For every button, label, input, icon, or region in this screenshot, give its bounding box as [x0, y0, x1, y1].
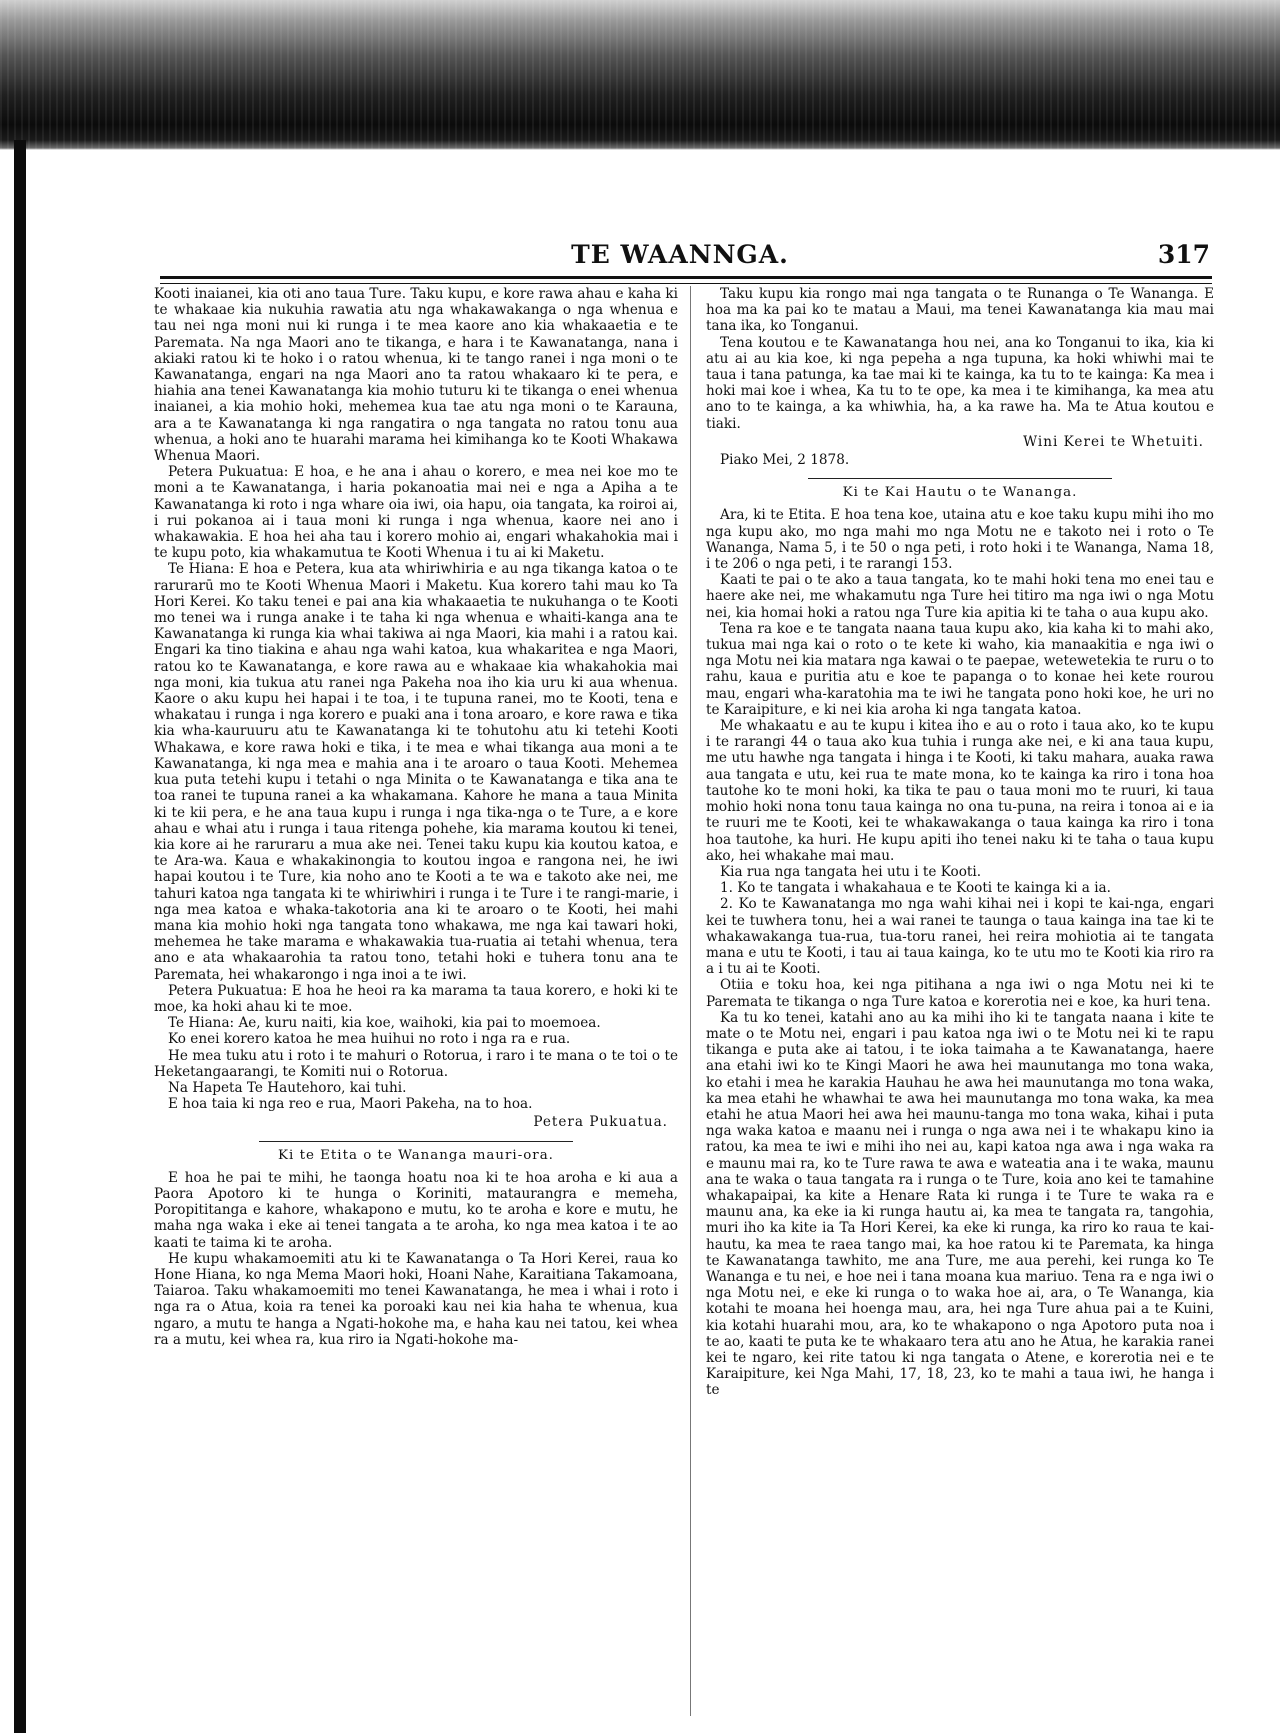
list-item: 1. Ko te tangata i whakahaua e te Kooti te kainga ki a ia. [720, 880, 1111, 897]
article-paragraph: Petera Pukuatua: E hoa he heoi ra ka marama ta taua korero, e hoki ki te moe, ka hoki ahau ki te moe. [154, 982, 678, 1015]
article-paragraph: Na Hapeta Te Hautehoro, kai tuhi. [168, 1079, 407, 1096]
header-rule [160, 276, 1212, 284]
section-heading: Ki te Kai Hautu o te Wananga. [842, 485, 1078, 501]
dateline: Piako Mei, 2 1878. [720, 452, 850, 469]
article-paragraph: Ka tu ko tenei, katahi ano au ka mihi iho ki te tangata naana i kite te mate o te Motu nei, engari i pau katoa nga iwi o te Motu nei ki te rapu tikanga e puta ake ai tatou, i te ioka taimaha a te Kawanatanga, haere ana etahi iwi ko te Kingi Maori he awa hei maunutanga mo tona waka, ko etahi i mea he karakia Hauhau he awa hei maunutanga mo tona waka, ka mea etahi he whawhai te awa hei maunutanga mo tona waka, ka mea etahi he atua Maori hei awa hei maunu-tanga mo tona waka, kihai i puta nga waka katoa e maanu nei i runga o nga awa nei i te whakapu kino ia ratou, ka mea te iwi e mihi iho nei au, kapi katoa nga awa i nga waka ra e maunu mai ra, ko te Ture rawa te awa e wateatia ana i te waka, maunu ana te waka o taua tangata ra i runga o te Ture, koia ano kei te tamahine whakapaipai, ka kite a Henare Rata ki runga i te Ture te waka ra e maunu ana, ka eke ia ki runga hautu ai, ka mea te tangata ra, tangohia, muri iho ka kite ia Ta Hori Kerei, ka eke ki runga, ka riro ko raua te kai-hautu, ka mea te raea tango mai, ka hoe ratou ki te Paremata, ka hinga te Kawanatanga tawhito, me ana Ture, me aua perehi, kei runga ko Te Wananga e tu nei, e hoe nei i tana moana kua mariuo. Tena ra e nga iwi o nga Motu nei, e eke ki runga o to waka hoe ai, ara, o Te Wananga, kia kotahi te moana hei hoenga mau, ara, hei nga Ture ahua pai a te Kuini, kia kotahi huarahi mou, ara, ko te whakapono o nga Apotoro puta noa i te ao, kaati te puta ke te whakaaro tera atu ano he Atua, he karakia ranei kei te ngaro, kei rite tatou ki nga tangata o Atene, e korerotia nei e te Karaipiture, kei Nga Mahi, 17, 18, 23, ko te mahi a taua iwi, he hanga i te [706, 1009, 1214, 1399]
publication-title: TE WAANNGA. [571, 240, 789, 269]
article-paragraph: Kooti inaianei, kia oti ano taua Ture. Taku kupu, e kore rawa ahau e kaha ki te whakaae kia nukuhia rawatia atu nga whakawakanga o nga whenua e tau nei nga moni nui ki runga i te mea kaore ano kia whakaaetia e te Paremata. Na nga Maori ano te tikanga, e hara i te Kawanatanga, nana i akiaki ratou ki te hoko i o ratou whenua, ki te tango ranei i nga moni o te Kawanatanga, engari na nga Maori ano ta ratou whakaaro ki te pera, e hiahia ana tenei Kawanatanga kia mohio tuturu ki te tikanga o enei whenua inaianei, a kia mohio hoki, mehemea kua tae atu nga moni o te Karauna, ara a te Kawanatanga ki nga rangatira o nga tangata no ratou tonu aua whenua, a hoki ano te huarahi marama hei kimihanga ko te Kooti Whakawa Whenua Maori. [154, 286, 678, 465]
article-paragraph: He kupu whakamoemiti atu ki te Kawanatanga o Ta Hori Kerei, raua ko Hone Hiana, ko nga Mema Maori hoki, Hoani Nahe, Karaitiana Takamoana, Taiaroa. Taku whakamoemiti mo tenei Kawanatanga, he mea i whai i roto i nga ra o Atua, koia ra tenei ka poroaki kau nei kia haha te whenua, kua ngaro, a mutu te hanga a Ngati-hokohe ma, e haha kau nei tatou, kei whea ra a mutu, kei whea ra, kua riro ia Ngati-hokohe ma- [154, 1250, 678, 1348]
article-paragraph: Me whakaatu e au te kupu i kitea iho e au o roto i taua ako, ko te kupu i te rarangi 44 o taua ako kua tuhia i runga ake nei, e ki ana taua kupu, me utu hawhe nga tangata i hinga i te Kooti, ki taku mahara, auaka rawa aua tangata e utu, kei rua te mate mona, ko te kainga ka riro i tona hoa tautohe ko te moni hoki, ka tika te pau o taua moni mo te ruuri, ki taua mohio hoki nona tonu taua kainga no ona tu-puna, na reira i tonoa ai e ia te ruuri me te Kooti, kei te whakawakanga o taua kainga ka riro i tona hoa tautohe, ka huri. He kupu apiti iho tenei naku ki te taha o taua kupu ako, hei whakahe mai mau. [706, 718, 1214, 864]
article-paragraph: Taku kupu kia rongo mai nga tangata o te Runanga o Te Wananga. E hoa ma ka pai ko te matau a Maui, ma tenei Kawanatanga kia mau mai tana ika, ko Tonganui. [706, 286, 1214, 335]
letter-signature: Wini Kerei te Whetuiti. [1023, 433, 1204, 450]
page-header [150, 240, 1210, 276]
section-rule [259, 1141, 573, 1142]
article-paragraph: He mea tuku atu i roto i te mahuri o Rotorua, i raro i te mana o te toi o te Heketangaarangi, te Komiti nui o Rotorua. [154, 1047, 678, 1080]
scanned-page-edge [0, 0, 1280, 150]
right-column [706, 286, 1214, 1399]
numbered-list [706, 880, 1214, 977]
section-heading: Ki te Etita o te Wananga mauri-ora. [278, 1147, 554, 1163]
article-paragraph: Ara, ki te Etita. E hoa tena koe, utaina atu e koe taku kupu mihi iho mo nga kupu ako, mo nga mahi mo nga Motu ne e takoto nei i roto o Te Wananga, Nama 5, i te 50 o nga peti, i roto hoki i te Wananga, Nama 18, i te 206 o nga peti, i te rarangi 153. [706, 507, 1214, 573]
letter-signature: Petera Pukuatua. [533, 1114, 668, 1131]
article-paragraph: Otiia e toku hoa, kei nga pitihana a nga iwi o nga Motu nei ki te Paremata te tikanga o nga Ture katoa e korerotia nei e koe, ka huri tena. [706, 977, 1214, 1010]
column-divider [690, 286, 691, 1716]
list-item: 2. Ko te Kawanatanga mo nga wahi kihai nei i kopi te kai-nga, engari kei te tuwhera tonu, hei a wai ranei te taunga o taua kainga ina tae ki te whakawakanga tua-rua, tua-toru ranei, hei reira mohiotia ai te tangata mana e utu te Kooti, i tau ai taua kainga, ko te utu mo te Kooti kia riro ra a i tu ai te Kooti. [706, 896, 1214, 978]
article-paragraph: Te Hiana: Ae, kuru naiti, kia koe, waihoki, kia pai to moemoea. [168, 1015, 601, 1032]
article-paragraph: Tena koutou e te Kawanatanga hou nei, ana ko Tonganui to ika, kia ki atu ai au kia koe, ki nga pepeha a nga tupuna, ka hoki whiwhi mai te taua i tana patunga, ka tae mai ki te kainga, ka tu to te kainga: Ka mea i hoki mai koe i whea, Ka tu to te ope, ka mea i te kimihanga, ka mea atu ano to te kainga, a ka whiwhia, ha, a ka rawe ha. Ma te Atua koutou e tiaki. [706, 334, 1214, 432]
article-paragraph: Ko enei korero katoa he mea huihui no roto i nga ra e rua. [168, 1031, 571, 1048]
article-paragraph: Kia rua nga tangata hei utu i te Kooti. [720, 863, 982, 880]
article-paragraph: Tena ra koe e te tangata naana taua kupu ako, kia kaha ki to mahi ako, tukua mai nga kai o roto o te kete ki waho, kia manaakitia e nga iwi o nga Motu nei kia matara nga kawai o te paepae, wetewetekia te ruru o to rahu, kaua e puritia atu e koe te papanga o to konae hei kete rourou mau, engari wha-karatohia ma te iwi he tangata pono hoki koe, he uri no te Karaipiture, e ki nei kia aroha ki nga tangata katoa. [706, 620, 1214, 718]
scanned-binding-edge [14, 140, 26, 1733]
article-paragraph: Kaati te pai o te ako a taua tangata, ko te mahi hoki tena mo enei tau e haere ake nei, me whakamutu nga Ture hei titiro ma nga iwi o nga Motu nei, kia homai hoki a ratou nga Ture kia apitia ki te taha o aua kupu ako. [706, 572, 1214, 621]
article-paragraph: Te Hiana: E hoa e Petera, kua ata whiriwhiria e au nga tikanga katoa o te rarurarū mo te Kooti Whenua Maori i Maketu. Kua korero tahi mau ko Ta Hori Kerei. Ko taku tenei e pai ana kia whakaaetia te nukuhanga o te Kooti mo tenei wa i runga anake i te taha ki nga whenua e whaiti-kanga ana te Kawanatanga ki runga kia whai takiwa ai nga Maori, kia mahi i a ratou kai. Engari ka tino tiakina e ahau nga wahi katoa, kua whakaritea e nga Maori, ratou ko te Kawanatanga, e kore rawa au e whakaae kia whakahokia mai nga moni, kia tukua atu ranei nga Pakeha noa iho kia uru ki aua whenua. Kaore o aku kupu hei hapai i te toa, i te tupuna ranei, mo te Kooti, tena e whakatau i runga i nga korero e puaki ana i tona aroaro, e kore rawa e tika kia wha-kauruuru atu te Kawanatanga ki te tohutohu atu ki tetehi Kooti Whakawa, e kore rawa hoki e tika, i te mea e whai tikanga aua moni a te Kawanatanga, ki nga mea e mahia ana i te aroaro o taua Kooti. Mehemea kua puta tetehi kupu i tetahi o nga Minita o te Kawanatanga e tika ana te toa ranei te tupuna ranei a ka whakamana. Kahore he mana a taua Minita ki te kii pera, e he ana taua kupu i runga i nga tika-nga o te Ture, a e kore ahau e whai atu i runga i taua ritenga pohehe, kia marama koutou ki tenei, kia kore ai he raruraru a mua ake nei. Tenei taku kupu kia koutou katoa, e te Ara-wa. Kaua e whakakinongia to koutou ingoa e rangona nei, he iwi hapai koutou i te Ture, kia noho ano te Kooti a te wa e takoto ake nei, me tahuri katoa nga tangata ki te whiriwhiri i runga i te Ture i te rangi-marie, i nga mea katoa e whaka-takotoria ana ki te aroaro o te Kooti, hei mahi mana kia mohio hoki nga tangata tono whakawa, me nga kai tawari hoki, mehemea he take marama e whakawakia tua-ruatia ai tetahi whenua, tera ano e ata whakaarohia ta ratou tono, tetahi hoki e tuhera tonu ana te Paremata, hei whakarongo i nga inoi a te iwi. [154, 561, 678, 983]
page-number: 317 [1157, 240, 1210, 269]
left-column [154, 286, 678, 1348]
article-paragraph: Petera Pukuatua: E hoa, e he ana i ahau o korero, e mea nei koe mo te moni a te Kawanatanga, i haria pokanoatia mai nei e nga a Apiha a te Kawanatanga ki roto i nga whare oia iwi, oia hapu, oia tangata, ka roiroi ai, i rui pokanoa ai i taua moni ki runga i nga whenua, kaore nei ano i whakawakia. E hoa hei aha tau i korero mohio ai, engari whakahokia mai i te kupu poto, kia whakamutua te Kooti Whenua i tu ai ki Maketu. [154, 464, 678, 562]
article-paragraph: E hoa taia ki nga reo e rua, Maori Pakeha, na to hoa. [168, 1096, 533, 1113]
section-rule [808, 478, 1113, 479]
article-paragraph: E hoa he pai te mihi, he taonga hoatu noa ki te hoa aroha e ki aua a Paora Apotoro ki te hunga o Koriniti, mataurangra e memeha, Poropititanga e kahore, whakapono e mutu, ko te aroha e kore e mutu, he maha nga waka i eke ai tenei tangata a te aroha, ko nga mea katoa i te ao kaati te taima ki te aroha. [154, 1169, 678, 1251]
